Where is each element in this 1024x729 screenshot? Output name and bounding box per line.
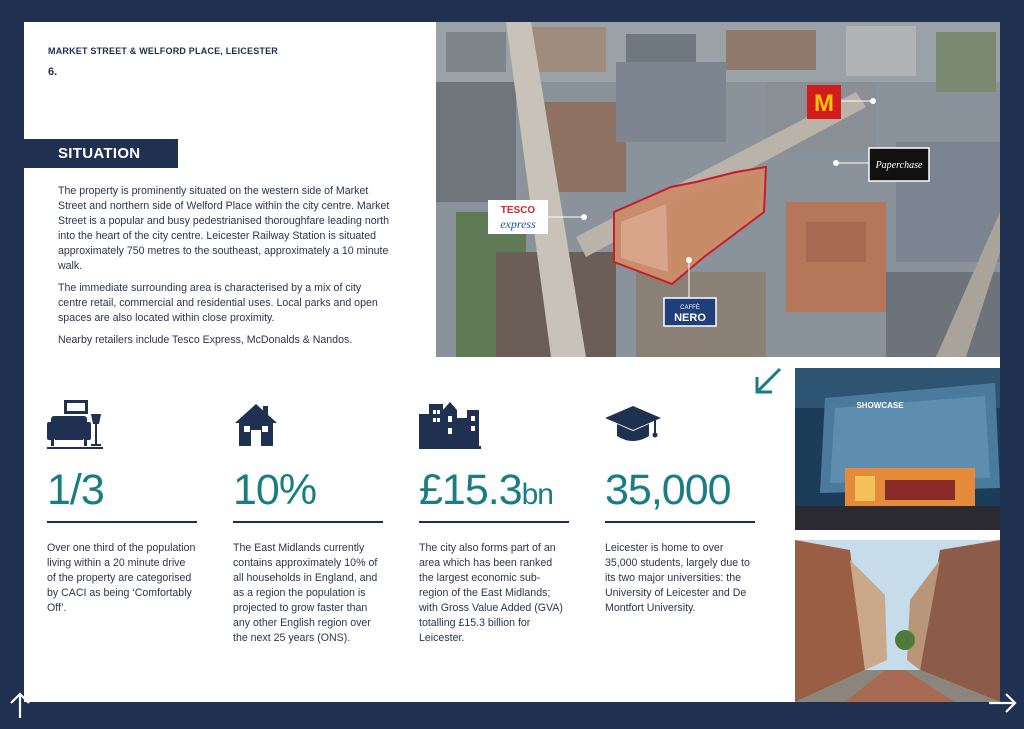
showcase-sign: SHOWCASE	[856, 401, 904, 410]
city-buildings-icon	[419, 400, 569, 450]
stat-value: 10%	[233, 466, 317, 514]
page-number: 6.	[48, 66, 58, 78]
arrow-down-left-icon	[752, 365, 784, 402]
stat-value: 1/3	[47, 466, 104, 514]
divider	[233, 521, 383, 523]
divider	[419, 521, 569, 523]
stat-block	[47, 400, 197, 616]
showcase-cinema-photo	[795, 368, 1000, 530]
tesco-logo-top: TESCO	[500, 205, 536, 216]
arrow-right-icon[interactable]	[985, 686, 1021, 720]
stat-block	[233, 400, 383, 646]
house-icon	[233, 400, 383, 450]
street-photo	[795, 540, 1000, 702]
situation-paragraph: The immediate surrounding area is characterised by a mix of city centre retail, commercial and residential uses. Local parks and open spaces are also located within close proximity.	[58, 282, 378, 324]
stat-value: £15.3bn	[419, 466, 553, 514]
mcdonalds-logo: M	[814, 90, 834, 117]
situation-text	[58, 184, 392, 355]
divider	[605, 521, 755, 523]
aerial-photo	[436, 22, 1000, 357]
stat-block	[419, 400, 569, 646]
divider	[47, 521, 197, 523]
stat-block	[605, 400, 755, 616]
nero-logo-bottom: NERO	[674, 312, 706, 324]
stat-description: The East Midlands currently contains approximately 10% of all households in England, and as a region the population is projected to grow faster than any other English region over the next 25 years (ONS).	[233, 542, 378, 644]
nero-logo-top: CAFFÈ	[680, 305, 700, 311]
situation-paragraph: Nearby retailers include Tesco Express, McDonalds & Nandos.	[58, 334, 353, 346]
graduation-cap-icon	[605, 400, 755, 450]
stat-description: Over one third of the population living within a 20 minute drive of the property are categorised by CACI as being ‘Comfortably Off’.	[47, 542, 196, 614]
situation-paragraph: The property is prominently situated on the western side of Market Street and northern side of Welford Place within the city centre. Market Street is a popular and busy pedestrianised thoroughfare leading north into the heart of the city centre. Leicester Railway Station is situated approximately 750 metres to the southeast, approximately a 10 minute walk.	[58, 185, 390, 272]
arrow-up-icon[interactable]	[0, 680, 40, 724]
armchair-lamp-icon	[47, 400, 197, 450]
tesco-logo-bottom: express	[500, 217, 536, 231]
paperchase-logo: Paperchase	[875, 160, 923, 171]
situation-heading: SITUATION	[24, 139, 178, 168]
stat-description: Leicester is home to over 35,000 students, largely due to its two major universities: the University of Leicester and De Montfort University.	[605, 542, 750, 614]
document-title: MARKET STREET & WELFORD PLACE, LEICESTER	[48, 46, 279, 56]
stat-description: The city also forms part of an area which has been ranked the largest economic sub-region of the East Midlands; with Gross Value Added (GVA) totalling £15.3 billion for Leicester.	[419, 542, 563, 644]
stat-value: 35,000	[605, 466, 731, 514]
page	[24, 22, 1000, 702]
